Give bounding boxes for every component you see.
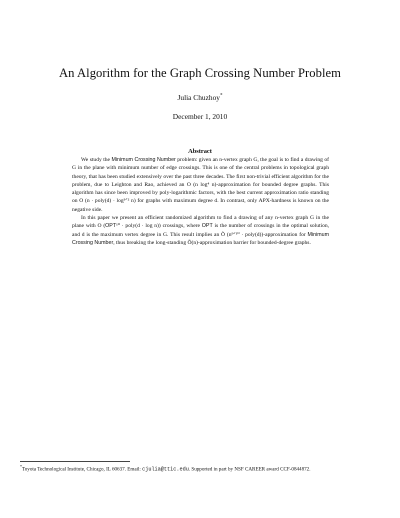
opt-term: OPT (105, 223, 117, 230)
paper-date: December 1, 2010 (172, 112, 228, 121)
footnote-rule (20, 461, 130, 462)
footnote: *Toyota Technological Institute, Chicago, IL 60637. Email: cjulia@ttic.edu. Supported in part by NSF CAREER award CCF-0844872. (20, 464, 311, 473)
footnote-mark: * (20, 464, 22, 469)
paper-title: An Algorithm for the Graph Crossing Number Problem (59, 66, 341, 80)
abstract-heading: Abstract (188, 148, 212, 155)
author-email: cjulia@ttic.edu (142, 466, 189, 473)
problem-name: Minimum Crossing Number (111, 157, 176, 163)
abstract-paragraph-2: In this paper we present an efficient randomized algorithm to find a drawing of any n-vertex graph G in the plane with O (OPT¹⁰ · poly(d · log n)) crossings, where OPT is the number of crossings in the optimal solution, and d is the maximum vertex degree in G. This result implies an Õ (n⁹ᐟ¹⁰ · poly(d))-approximation for Minimum Crossing Number, thus breaking the long-standing Õ(n)-approximation barrier for bounded-degree graphs. (72, 215, 330, 246)
opt-term: OPT (201, 223, 213, 230)
abstract-paragraph-1: We study the Minimum Crossing Number problem: given an n-vertex graph G, the goal is to find a drawing of G in the plane with minimum number of edge crossings. This is one of the central problems in topological graph theory, that has been studied extensively over the past three decades. The first non-trivial efficient algorithm for the problem, due to Leighton and Rao, achieved an O (n log⁴ n)-approximation for bounded degree graphs. This algorithm has since been improved by poly-logarithmic factors, with the best current approximation ratio standing on O (n · poly(d) · log³ᐟ² n) for graphs with maximum degree d. In contrast, only APX-hardness is known on the negative side. (72, 157, 329, 213)
abstract-body (72, 156, 329, 247)
author-name: Julia Chuzhoy (177, 93, 220, 102)
problem-name: Minimum Crossing Number (72, 231, 329, 246)
author-line (0, 93, 400, 102)
author-footnote-mark: * (220, 93, 223, 99)
